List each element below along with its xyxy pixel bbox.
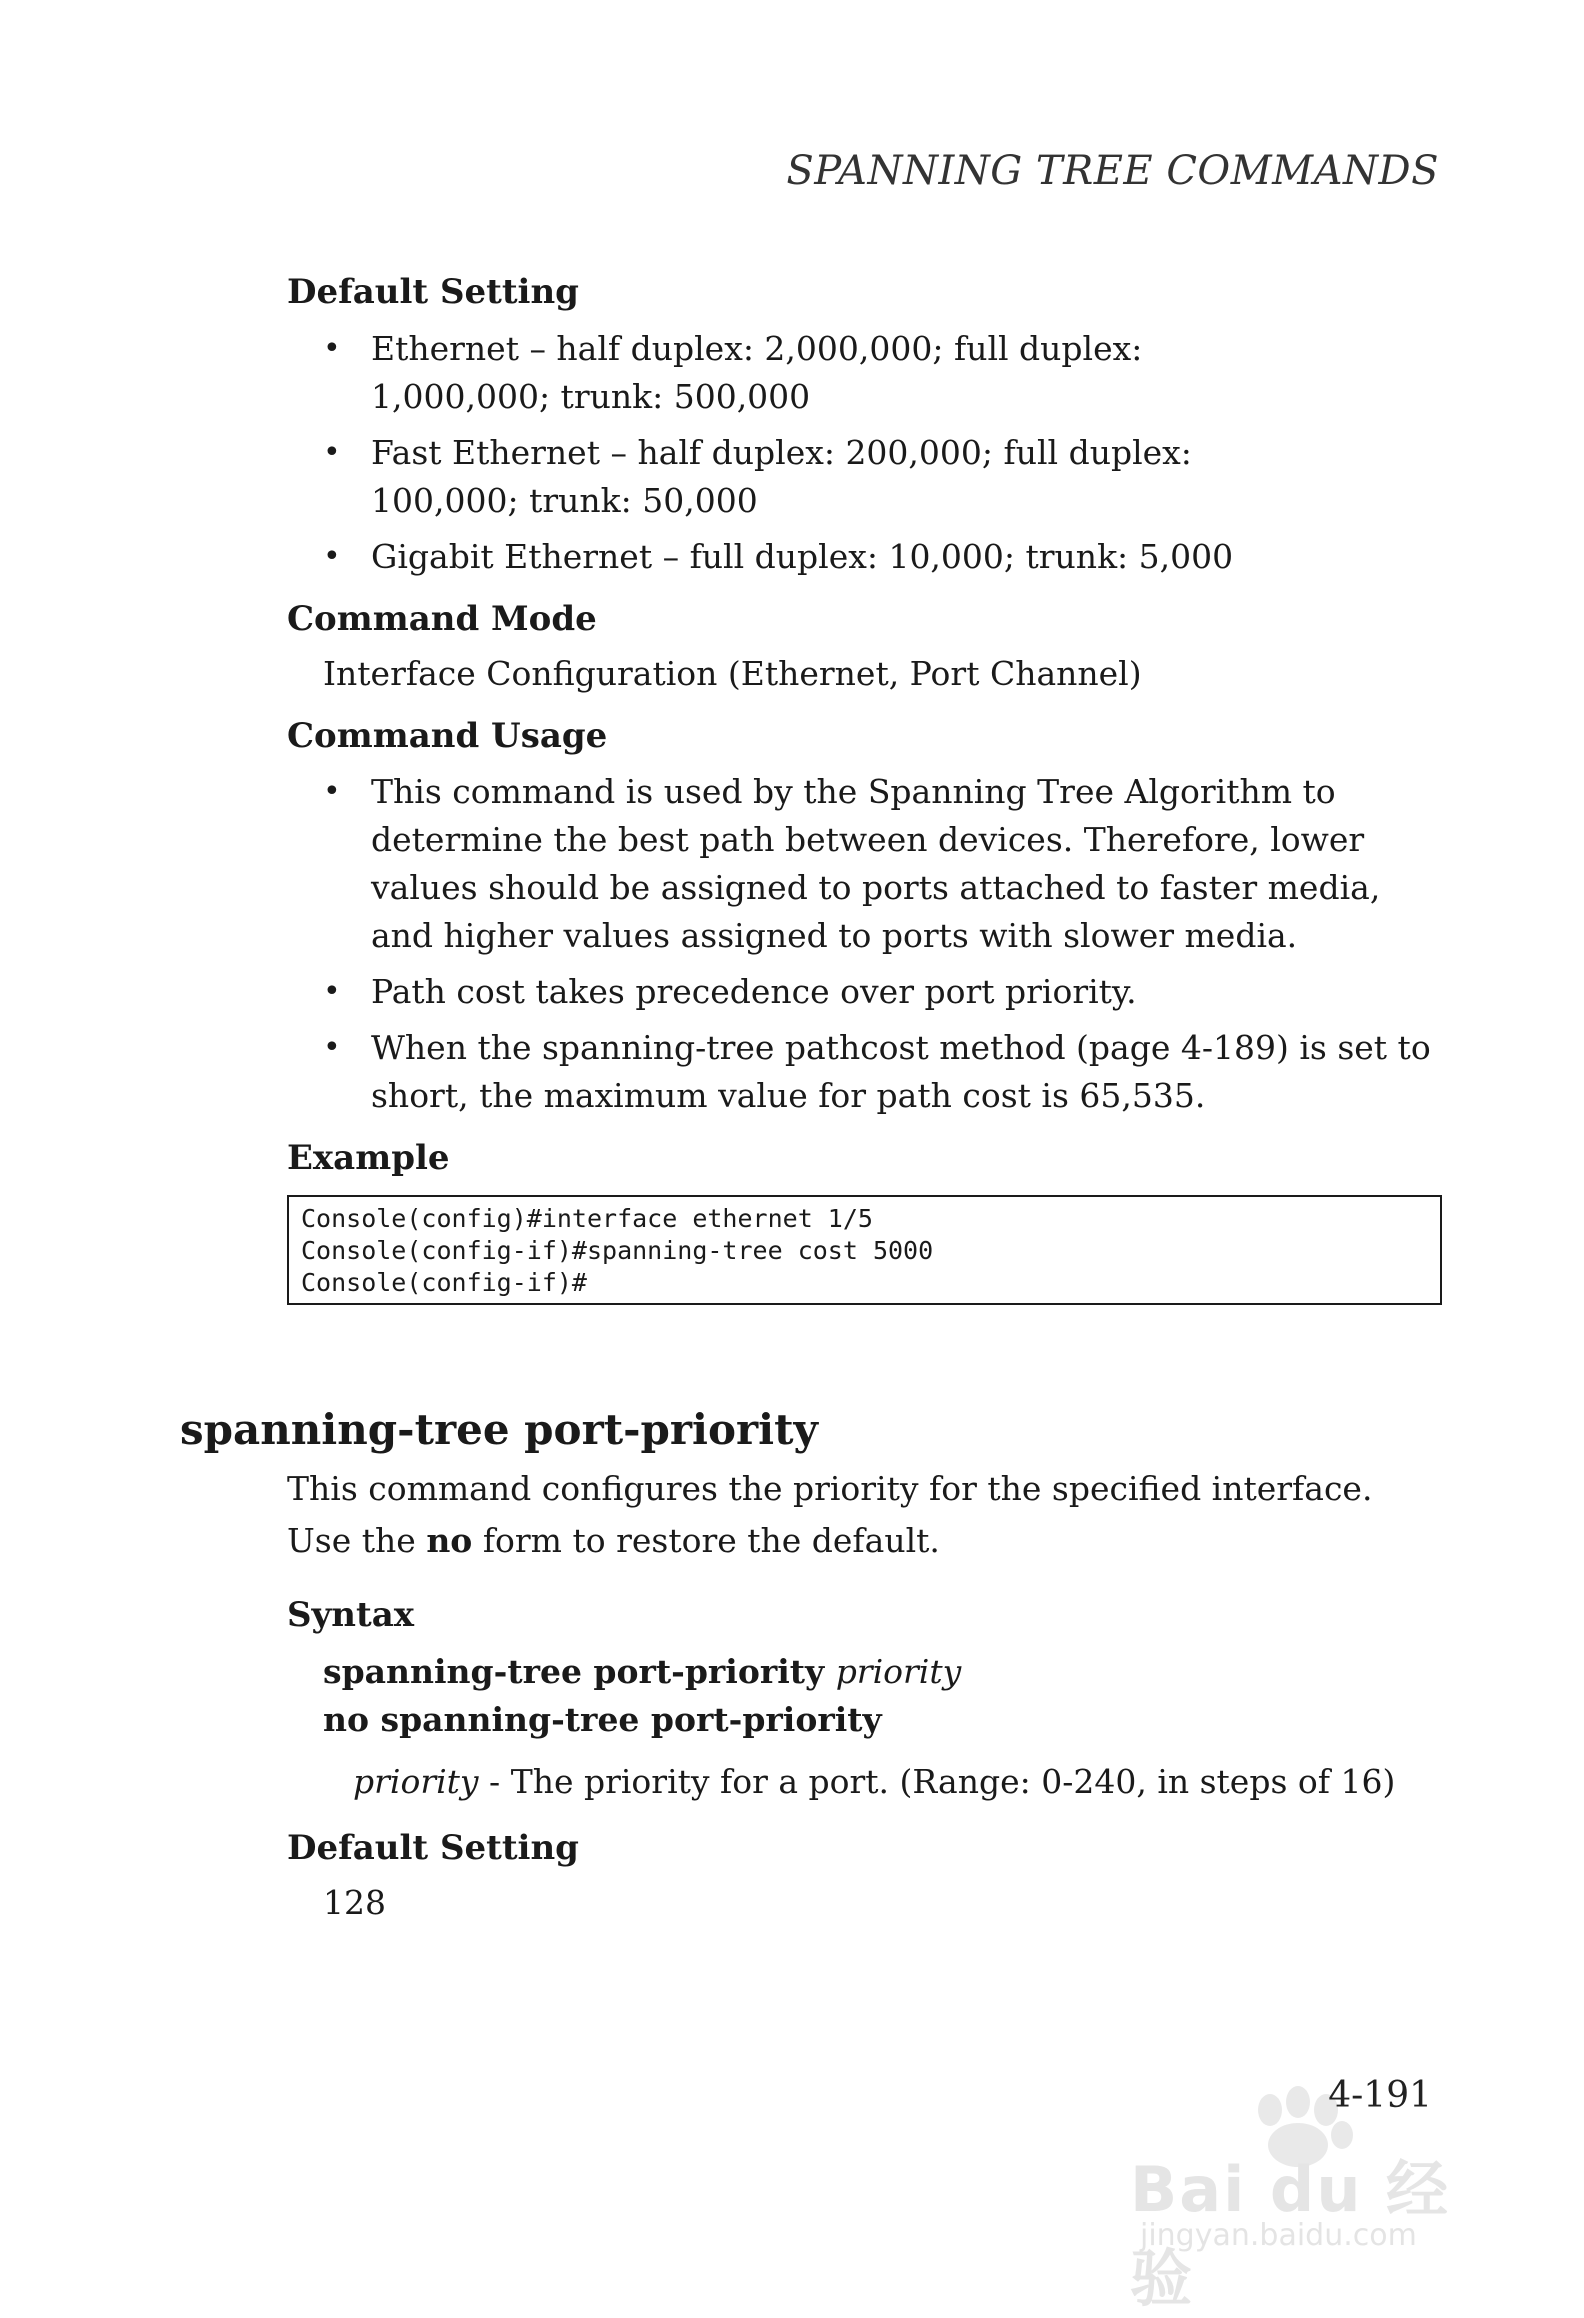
syntax-block [287,1648,1441,1744]
description-text-end: form to restore the default. [472,1521,940,1560]
code-line: Console(config-if)#spanning-tree cost 5000 [301,1236,934,1266]
parameter-text: - The priority for a port. (Range: 0-240, in steps of 16) [478,1761,1396,1801]
running-head [786,148,1439,194]
list-item: • Ethernet – half duplex: 2,000,000; full duplex: 1,000,000; trunk: 500,000 [323,325,1291,421]
list-item: • Fast Ethernet – half duplex: 200,000; full duplex: 100,000; trunk: 50,000 [323,429,1291,525]
running-head-text: SPANNING TREE COMMANDS [786,148,1439,194]
syntax-parameter: priority [835,1651,962,1691]
baidu-watermark [1120,2080,1500,2315]
syntax-command: spanning-tree port-priority [323,1651,825,1691]
default-setting-heading-2: Default Setting [287,1827,579,1868]
code-line: Console(config)#interface ethernet 1/5 [301,1204,873,1234]
default-setting-list [287,325,1441,581]
code-line: Console(config-if)# [301,1268,587,1298]
list-item: • This command is used by the Spanning Tree Algorithm to determine the best path between devices. Therefore, lower values should be assigned to ports attached to faster media, and higher values assigned to ports with slower media. [323,768,1441,960]
parameter-description [287,1758,1441,1806]
command-mode-heading: Command Mode [287,598,597,639]
command-title: spanning-tree port-priority [180,1405,818,1454]
list-item: • Path cost takes precedence over port priority. [323,968,1441,1016]
page-number: 4-191 [1328,2075,1432,2116]
default-value: 128 [323,1882,386,1922]
command-description [287,1463,1441,1567]
no-keyword: no [426,1521,473,1560]
section-spanning-tree-cost-continued [287,272,1441,1305]
command-usage-heading: Command Usage [287,715,608,756]
syntax-line-no: no spanning-tree port-priority [323,1699,882,1739]
section-spanning-tree-port-priority [287,1463,1441,1927]
default-setting-heading: Default Setting [287,272,579,312]
syntax-line [323,1648,1441,1696]
command-mode-text: Interface Configuration (Ethernet, Port Channel) [323,653,1142,693]
code-example [287,1195,1442,1305]
watermark-url: jingyan.baidu.com [1140,2218,1417,2253]
description-text: This command configures the priority for the specified interface. Use the [287,1469,1373,1560]
command-usage-list [287,768,1441,1120]
list-item: • Gigabit Ethernet – full duplex: 10,000; trunk: 5,000 [323,533,1441,581]
watermark-text: Bai du 经验 [1130,2153,1451,2315]
list-item: • When the spanning-tree pathcost method (page 4-189) is set to short, the maximum value for path cost is 65,535. [323,1024,1441,1120]
example-heading: Example [287,1138,450,1179]
syntax-heading: Syntax [287,1595,415,1635]
parameter-name: priority [353,1761,479,1801]
